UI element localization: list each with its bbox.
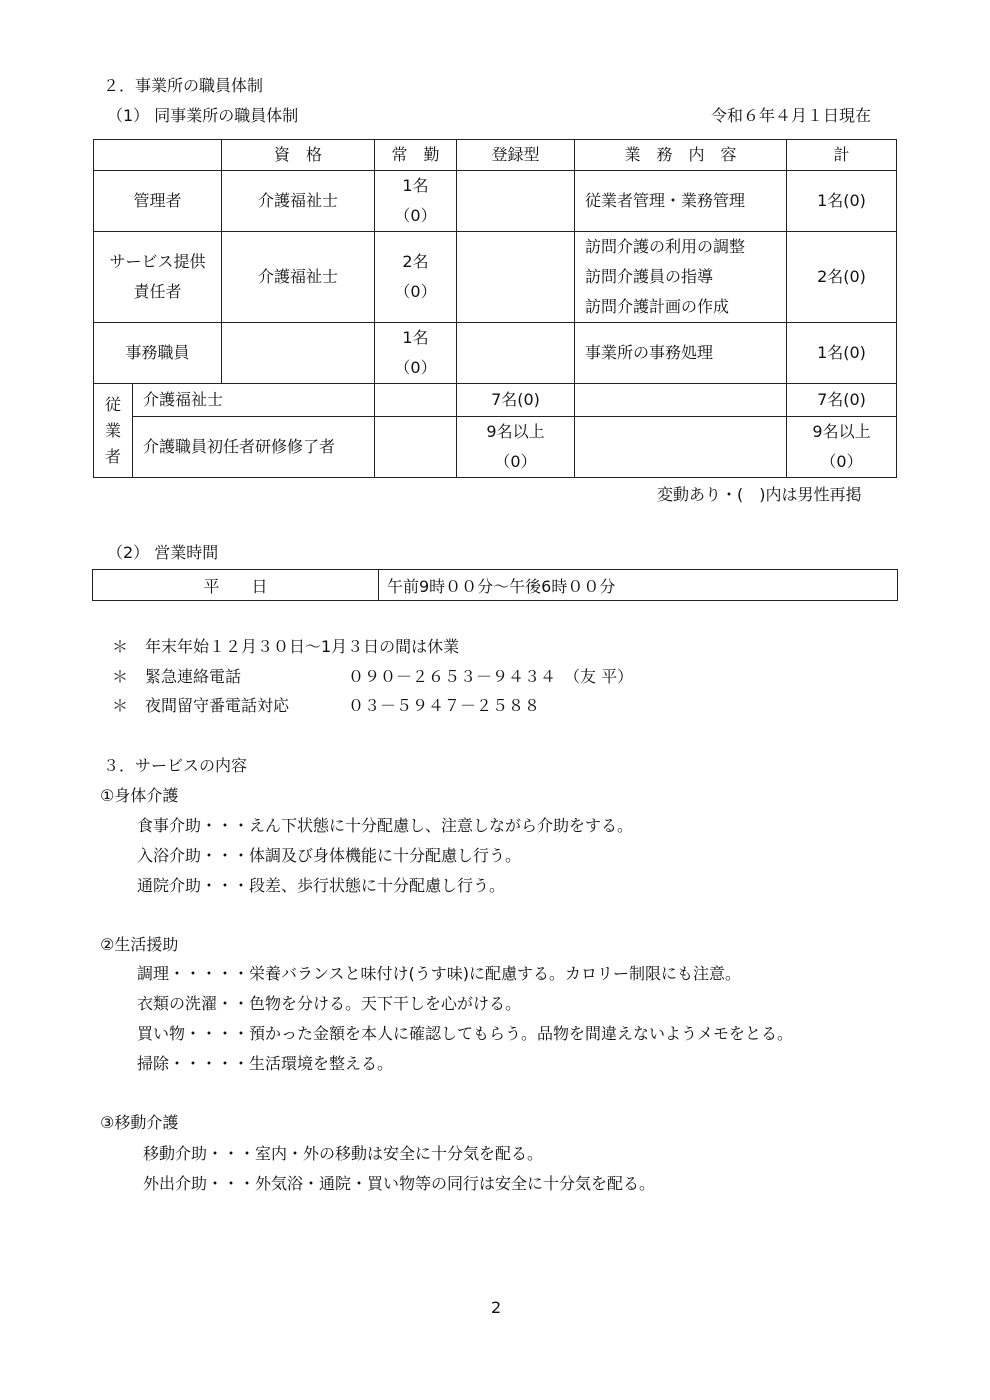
fulltime-male: （0） <box>394 206 437 225</box>
subsection-heading-staff: （1） 同事業所の職員体制 <box>107 106 299 125</box>
registered-cell <box>457 171 575 232</box>
fulltime-cell <box>375 384 457 417</box>
fulltime-count: 2名 <box>402 252 429 271</box>
duties-cell <box>575 171 787 232</box>
qualification-cell: 介護福祉士 <box>133 384 375 417</box>
fulltime-cell <box>375 323 457 384</box>
duties-cell <box>575 232 787 323</box>
fulltime-cell <box>375 232 457 323</box>
subsection-heading-hours: （2） 営業時間 <box>107 543 219 562</box>
header-cell-blank <box>94 140 222 171</box>
total-cell: 2名(0) <box>787 232 897 323</box>
table-footnote: 変動あり・( )内は男性再掲 <box>657 485 862 504</box>
header-cell: 資 格 <box>222 140 375 171</box>
service-item: 調理・・・・・栄養バランスと味付け(うす味)に配慮する。カロリー制限にも注意。 <box>137 964 742 983</box>
duty-line: 従業者管理・業務管理 <box>585 191 746 210</box>
registered-cell <box>457 384 575 417</box>
role-cell <box>94 232 222 323</box>
staff-group-cell <box>94 384 133 478</box>
total-count: 7名(0) <box>817 390 866 409</box>
note-text: 年末年始１２月３０日～1月３日の間は休業 <box>145 637 460 656</box>
table-row <box>94 232 897 323</box>
total-cell <box>787 384 897 417</box>
registered-count: 7名(0) <box>491 390 540 409</box>
header-cell: 業 務 内 容 <box>575 140 787 171</box>
section-heading-staff: ２．事業所の職員体制 <box>103 76 264 95</box>
note-mark: ＊ <box>112 667 129 686</box>
registered-cell <box>457 417 575 478</box>
registered-cell <box>457 232 575 323</box>
note-value: ０９０－２６５３－９４３４ （友 平） <box>348 667 634 686</box>
fulltime-count: 1名 <box>402 328 429 347</box>
note-night-phone <box>112 698 540 714</box>
fulltime-male: （0） <box>394 358 437 377</box>
service-item: 食事介助・・・えん下状態に十分配慮し、注意しながら介助をする。 <box>137 816 634 835</box>
duties-cell <box>575 384 787 417</box>
hours-table <box>92 569 898 601</box>
fulltime-cell <box>375 171 457 232</box>
qualification-cell: 介護職員初任者研修修了者 <box>133 417 375 478</box>
service-item: 掃除・・・・・生活環境を整える。 <box>137 1054 394 1073</box>
note-mark: ＊ <box>112 637 129 656</box>
total-count: 9名以上 <box>812 422 871 441</box>
note-closure <box>112 639 459 655</box>
table-row <box>94 417 897 478</box>
note-text: 夜間留守番電話対応 <box>145 696 290 715</box>
registered-cell <box>457 323 575 384</box>
fulltime-cell <box>375 417 457 478</box>
registered-count: 9名以上 <box>486 422 545 441</box>
total-cell <box>787 417 897 478</box>
staff-group-char: 従 <box>104 394 121 414</box>
role-cell: 管理者 <box>94 171 222 232</box>
service-item: 通院介助・・・段差、歩行状態に十分配慮し行う。 <box>137 876 506 895</box>
note-value: ０３－５９４７－２５８８ <box>348 696 541 715</box>
qualification-cell <box>222 323 375 384</box>
table-row <box>94 384 897 417</box>
service-item: 移動介助・・・室内・外の移動は安全に十分気を配る。 <box>143 1144 544 1163</box>
duties-cell <box>575 323 787 384</box>
total-cell: 1名(0) <box>787 171 897 232</box>
duty-line: 訪問介護の利用の調整 <box>585 237 746 256</box>
page-number: 2 <box>491 1298 502 1317</box>
total-male: （0） <box>820 452 863 471</box>
header-cell: 計 <box>787 140 897 171</box>
duty-line: 事業所の事務処理 <box>585 343 714 362</box>
note-mark: ＊ <box>112 696 129 715</box>
staff-table <box>93 139 897 478</box>
as-of-date: 令和６年４月１日現在 <box>711 106 872 125</box>
weekday-hours: 午前9時００分～午後6時００分 <box>379 570 898 601</box>
registered-male: （0） <box>494 452 537 471</box>
service-item: 買い物・・・・預かった金額を本人に確認してもらう。品物を間違えないようメモをとる。 <box>137 1024 794 1043</box>
note-emergency-phone <box>112 669 633 685</box>
section-heading-services: ３．サービスの内容 <box>103 756 248 775</box>
header-cell: 登録型 <box>457 140 575 171</box>
service-title-body-care: ①身体介護 <box>100 786 179 805</box>
role-line: サービス提供 <box>109 252 206 271</box>
qualification-cell: 介護福祉士 <box>222 232 375 323</box>
weekday-label: 平 日 <box>93 570 379 601</box>
service-title-mobility: ③移動介護 <box>100 1113 179 1132</box>
duty-line: 訪問介護員の指導 <box>585 267 714 286</box>
role-cell: 事務職員 <box>94 323 222 384</box>
table-row <box>94 323 897 384</box>
staff-group-char: 者 <box>104 446 121 466</box>
service-item: 衣類の洗濯・・色物を分ける。天下干しを心がける。 <box>137 994 522 1013</box>
duty-line: 訪問介護計画の作成 <box>585 297 730 316</box>
duties-cell <box>575 417 787 478</box>
note-text: 緊急連絡電話 <box>145 667 242 686</box>
service-title-life-support: ②生活援助 <box>100 935 179 954</box>
fulltime-male: （0） <box>394 282 437 301</box>
header-cell: 常 勤 <box>375 140 457 171</box>
role-line: 責任者 <box>133 282 182 301</box>
table-row <box>94 171 897 232</box>
service-item: 外出介助・・・外気浴・通院・買い物等の同行は安全に十分気を配る。 <box>143 1174 656 1193</box>
total-cell: 1名(0) <box>787 323 897 384</box>
service-item: 入浴介助・・・体調及び身体機能に十分配慮し行う。 <box>137 846 522 865</box>
table-header-row <box>94 140 897 171</box>
fulltime-count: 1名 <box>402 176 429 195</box>
staff-group-char: 業 <box>104 420 121 440</box>
qualification-cell: 介護福祉士 <box>222 171 375 232</box>
